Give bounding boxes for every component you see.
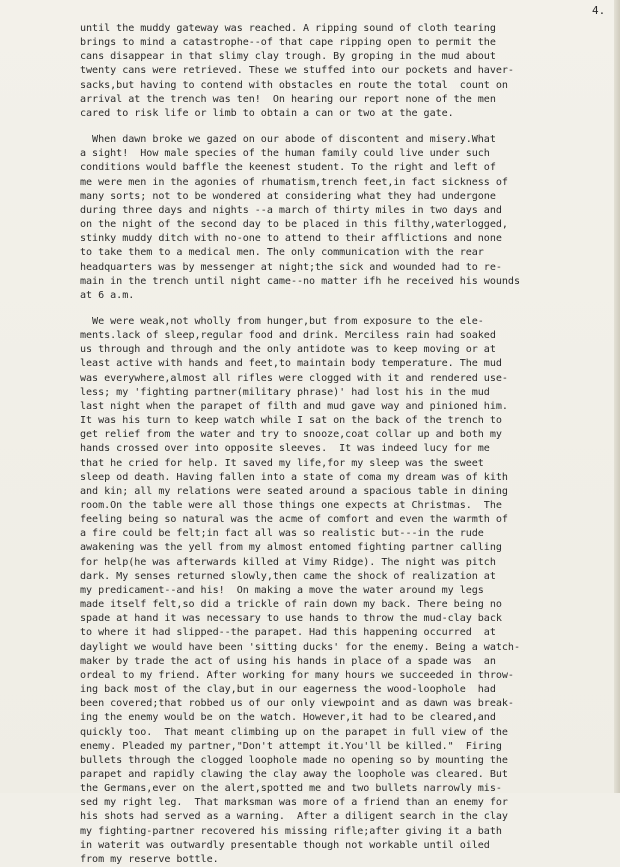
text-line: daylight we would have been 'sitting ducks' for the enemy. Being a watch- <box>80 641 520 653</box>
text-line: twenty cans were retrieved. These we stuffed into our pockets and haver- <box>80 65 514 77</box>
text-line: been covered;that robbed us of our only viewpoint and as dawn was break- <box>80 698 514 710</box>
text-line: ing back most of the clay,but in our eagerness the wood-loophole had <box>80 684 496 696</box>
text-line: for help(he was afterwards killed at Vimy Ridge). The night was pitch <box>80 556 496 568</box>
text-line: ordeal to my friend. After working for many hours we succeeded in throw- <box>80 669 514 681</box>
text-line: my fighting-partner recovered his missing rifle;after giving it a bath <box>80 825 502 837</box>
paragraph-1 <box>80 22 600 121</box>
text-line: feeling being so natural was the acme of comfort and even the warmth of <box>80 514 508 526</box>
text-line: room.On the table were all those things one expects at Christmas. The <box>80 500 502 511</box>
text-line: my predicament--and his! On making a move the water around my legs <box>80 584 484 596</box>
text-line: to take them to a medical men. The only communication with the rear <box>80 247 484 259</box>
paragraph-3 <box>80 315 600 867</box>
text-line: us through and through and the only antidote was to keep moving or at <box>80 344 496 356</box>
text-line: less; my 'fighting partner(military phrase)' had lost his in the mud <box>80 386 490 398</box>
text-line: in waterit was outwardly presentable though not workable until oiled <box>80 839 490 851</box>
text-line: a sight! How male species of the human family could live under such <box>80 148 490 160</box>
text-line: ing the enemy would be on the watch. However,it had to be cleared,and <box>80 712 496 724</box>
text-line: quickly too. That meant climbing up on the parapet in full view of the <box>80 726 508 738</box>
text-line: main in the trench until night came--no matter ifh he received his wounds <box>80 275 520 287</box>
text-line: spade at hand it was necessary to use hands to throw the mud-clay back <box>80 613 502 625</box>
text-line: from my reserve bottle. <box>80 853 219 865</box>
text-line: It was his turn to keep watch while I sat on the back of the trench to <box>80 415 502 427</box>
text-line: When dawn broke we gazed on our abode of discontent and misery.What <box>80 134 496 146</box>
text-line: ments.lack of sleep,regular food and drink. Merciless rain had soaked <box>80 330 496 342</box>
text-line: parapet and rapidly clawing the clay away the loophole was cleared. But <box>80 768 508 780</box>
paper-edge <box>614 0 620 793</box>
text-line: arrival at the trench was ten! On hearing our report none of the men <box>80 93 496 105</box>
text-line: brings to mind a catastrophe--of that cape ripping open to permit the <box>80 37 496 49</box>
text-line: least active with hands and feet,to maintain body temperature. The mud <box>80 358 502 370</box>
text-line: on the night of the second day to be placed in this filthy,waterlogged, <box>80 219 508 231</box>
page-number: 4. <box>592 4 606 17</box>
text-line: until the muddy gateway was reached. A ripping sound of cloth tearing <box>80 23 496 34</box>
text-line: me were men in the agonies of rhumatism,trench feet,in fact sickness of <box>80 176 508 188</box>
text-line: the Germans,ever on the alert,spotted me and two bullets narrowly mis- <box>80 783 502 795</box>
text-line: and kin; all my relations were seated around a spacious table in dining <box>80 485 508 497</box>
text-line: that he cried for help. It saved my life,for my sleep was the sweet <box>80 457 484 469</box>
text-line: during three days and nights --a march of thirty miles in two days and <box>80 204 502 216</box>
text-line: get relief from the water and try to snooze,coat collar up and both my <box>80 429 502 441</box>
text-line: sacks,but having to contend with obstacles en route the total count on <box>80 79 508 91</box>
text-line: to where it had slipped--the parapet. Had this happening occurred at <box>80 627 496 639</box>
text-line: last night when the parapet of filth and mud gave way and pinioned him. <box>80 400 508 412</box>
text-line: cans disappear in that slimy clay trough. By groping in the mud about <box>80 51 496 63</box>
paragraph-2 <box>80 133 600 303</box>
text-line: a fire could be felt;in fact all was so realistic but---in the rude <box>80 528 484 540</box>
text-line: cared to risk life or limb to obtain a can or two at the gate. <box>80 107 454 119</box>
text-line: was everywhere,almost all rifles were clogged with it and rendered use- <box>80 372 508 384</box>
text-line: stinky muddy ditch with no-one to attend to their afflictions and none <box>80 233 502 245</box>
text-line: sed my right leg. That marksman was more of a friend than an enemy for <box>80 797 508 809</box>
text-line: enemy. Pleaded my partner,"Don't attempt it.You'll be killed." Firing <box>80 740 502 752</box>
text-line: We were weak,not wholly from hunger,but from exposure to the ele- <box>80 315 484 327</box>
text-line: dark. My senses returned slowly,then came the shock of realization at <box>80 570 496 582</box>
text-line: headquarters was by messenger at night;the sick and wounded had to re- <box>80 261 502 273</box>
text-line: at 6 a.m. <box>80 289 135 301</box>
text-line: awakening was the yell from my almost entomed fighting partner calling <box>80 542 502 554</box>
text-line: sleep od death. Having fallen into a state of coma my dream was of kith <box>80 471 508 483</box>
text-line: bullets through the clogged loophole made no opening so by mounting the <box>80 754 508 766</box>
text-line: his shots had served as a warning. After a diligent search in the clay <box>80 811 508 823</box>
text-line: many sorts; not to be wondered at considering what they had undergone <box>80 190 496 202</box>
text-line: made itself felt,so did a trickle of rain down my back. There being no <box>80 599 502 611</box>
text-line: hands crossed over into opposite sleeves. It was indeed lucy for me <box>80 443 490 455</box>
body-text <box>80 22 600 867</box>
text-line: maker by trade the act of using his hands in place of a spade was an <box>80 655 496 667</box>
text-line: conditions would baffle the keenest student. To the right and left of <box>80 162 496 174</box>
